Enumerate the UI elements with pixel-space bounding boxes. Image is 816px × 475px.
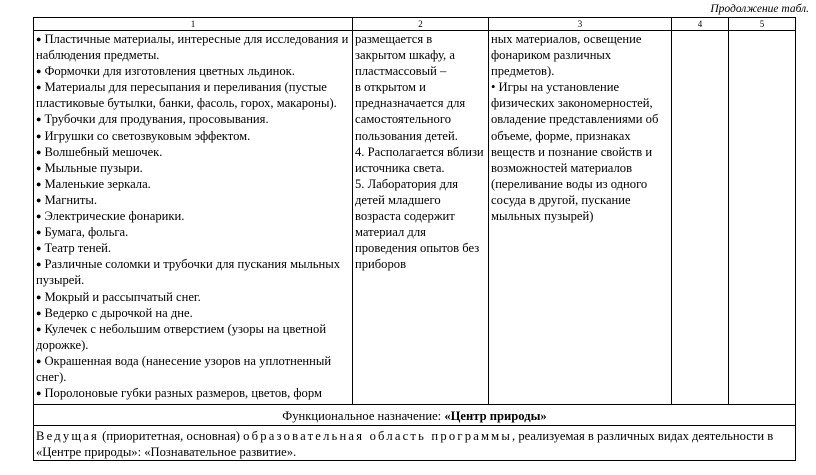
list-item: ● Поролоновые губки разных размеров, цветов, форм <box>36 386 322 401</box>
list-item: ● Волшебный мешочек. <box>36 144 163 159</box>
header-col-2: 2 <box>353 18 489 31</box>
list-item: ● Различные соломки и трубочки для пускания мыльных пузырей. <box>36 257 341 288</box>
lead-cell <box>34 426 796 461</box>
header-col-5: 5 <box>729 18 796 31</box>
empty-cell-4 <box>672 31 729 405</box>
list-item: ● Кулечек с небольшим отверстием (узоры на цветной дорожке). <box>36 321 327 352</box>
list-item: ● Материалы для пересыпания и переливания (пустые пластиковые бутылки, банки, фасоль, горох, макароны). <box>36 80 337 111</box>
list-item: ● Театр теней. <box>36 241 112 256</box>
placement-text: 5. Лаборатория для детей младшего возраста содержит материал для проведения опытов без приборов <box>355 176 480 272</box>
continuation-label: Продолжение табл. <box>710 3 809 15</box>
activity-text: ных материалов, освещение фонариком различных предметов). <box>491 32 642 79</box>
list-item: ● Электрические фонарики. <box>36 209 185 224</box>
materials-cell <box>34 31 353 405</box>
function-label: Функциональное назначение: <box>282 409 445 423</box>
function-cell <box>34 405 796 426</box>
table-header-row <box>34 18 796 31</box>
lead-row <box>34 426 796 461</box>
function-title: «Центр природы» <box>444 409 547 423</box>
list-item: ● Магниты. <box>36 192 97 207</box>
list-item: ● Формочки для изготовления цветных льдинок. <box>36 64 295 79</box>
content-table <box>33 17 796 461</box>
placement-text: размещается в закрытом шкафу, а пластмассовый – <box>355 32 455 79</box>
activity-text: • Игры на установление физических закономерностей, овладение представлениями об объеме, форме, признаках веществ и познание свойств и возможностей материалов (переливание воды из одного сосуда в другой, пускание мыльных пузырей) <box>491 80 659 224</box>
list-item: ● Трубочки для продувания, просовывания. <box>36 112 269 127</box>
activities-cell <box>489 31 672 405</box>
list-item: ● Ведерко с дырочкой на дне. <box>36 305 193 320</box>
list-item: ● Окрашенная вода (нанесение узоров на уплотненный снег). <box>36 353 332 384</box>
list-item: ● Бумага, фольга. <box>36 225 129 240</box>
header-col-3: 3 <box>489 18 672 31</box>
function-row <box>34 405 796 426</box>
lead-label: Ведущая <box>36 429 100 444</box>
table-body-row <box>34 31 796 405</box>
list-item: ● Маленькие зеркала. <box>36 176 151 191</box>
list-item: ● Игрушки со светозвуковым эффектом. <box>36 128 251 143</box>
placement-cell <box>353 31 489 405</box>
list-item: ● Пластичные материалы, интересные для исследования и наблюдения предметы. <box>36 32 349 63</box>
header-col-4: 4 <box>672 18 729 31</box>
header-col-1: 1 <box>34 18 353 31</box>
lead-mid: (приоритетная, основная) <box>99 429 244 444</box>
placement-text: в открытом и предназначается для самостоятельного пользования детей. <box>355 80 466 143</box>
placement-text: 4. Располагается вблизи источника света. <box>355 144 484 175</box>
lead-tail: , реализуемая в различных видах деятельности в «Центре природы»: «Познавательное развитие». <box>36 429 774 460</box>
lead-area: образовательная область программы <box>243 429 513 444</box>
list-item: ● Мыльные пузыри. <box>36 160 143 175</box>
empty-cell-5 <box>729 31 796 405</box>
list-item: ● Мокрый и рассыпчатый снег. <box>36 289 201 304</box>
